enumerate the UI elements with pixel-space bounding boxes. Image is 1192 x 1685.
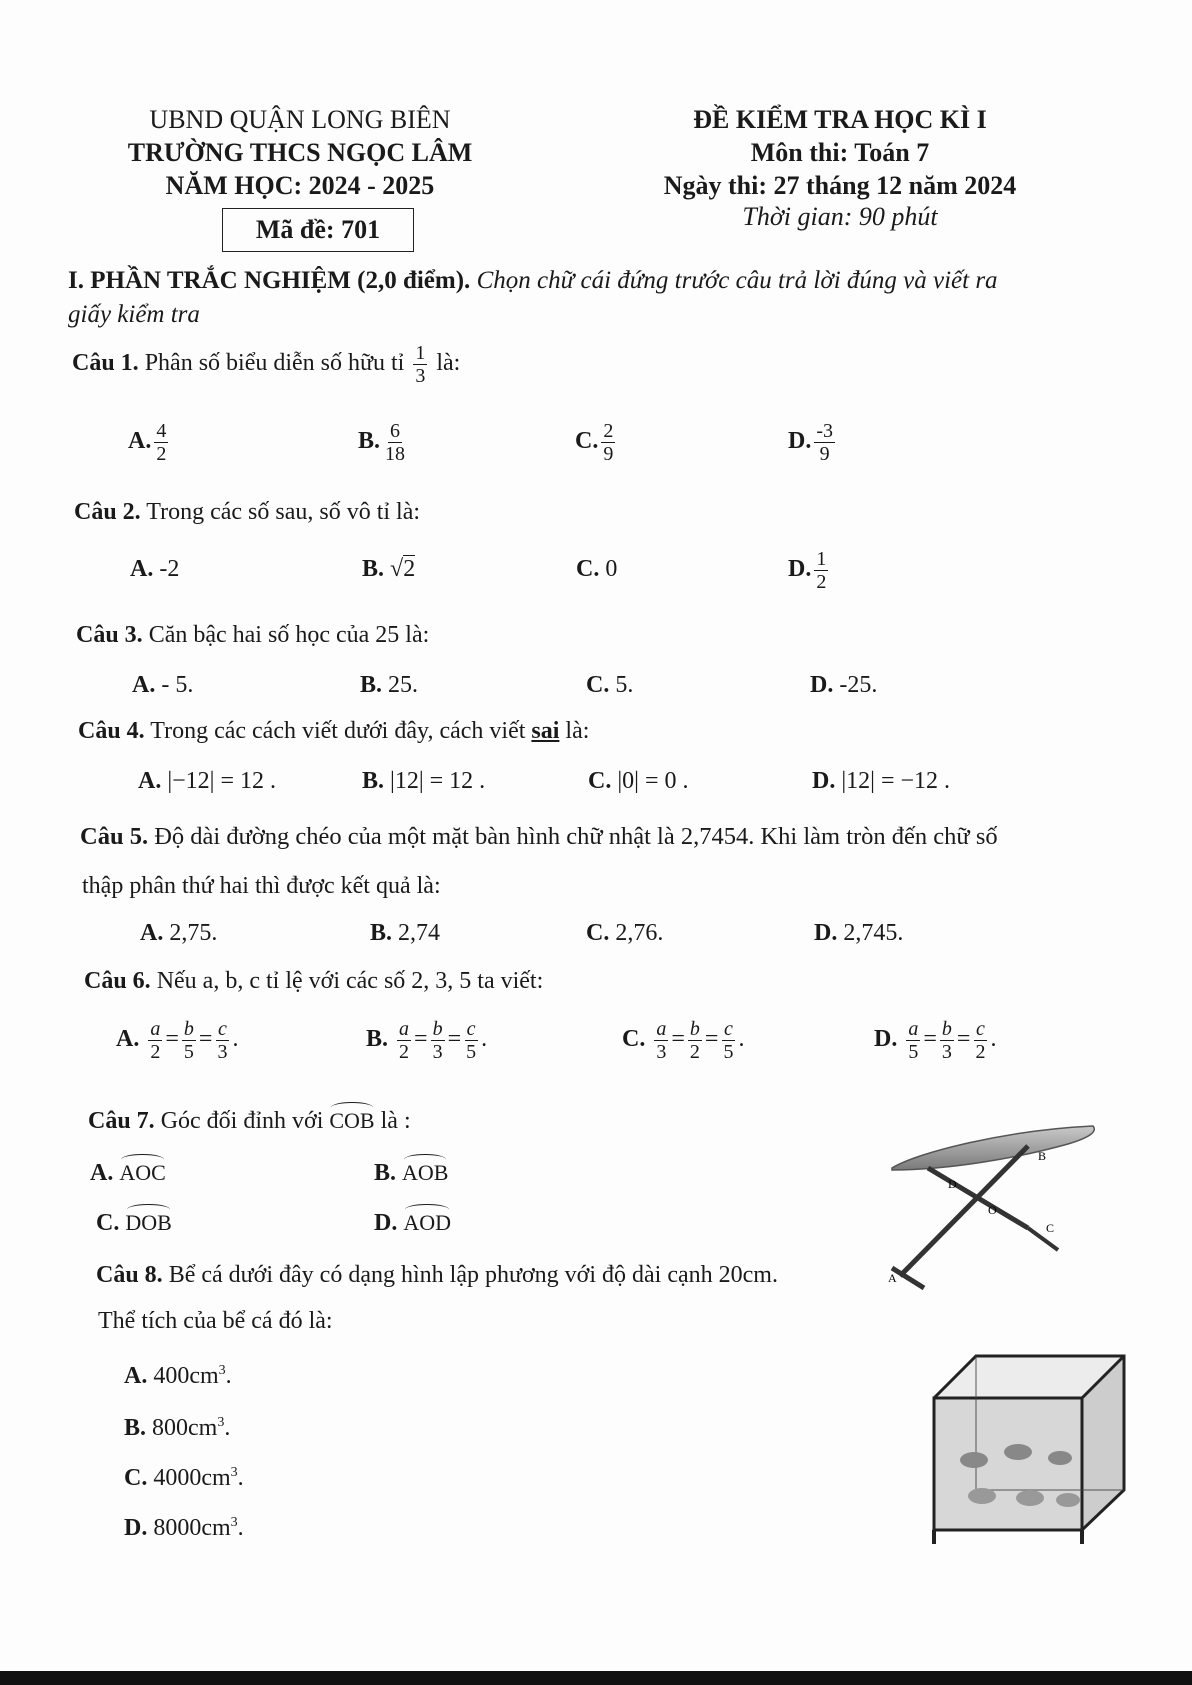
question-text: Độ dài đường chéo của một mặt bàn hình chữ nhật là 2,7454. Khi làm tròn đến chữ số bbox=[154, 823, 998, 850]
question-text: Căn bậc hai số học của 25 là: bbox=[148, 622, 430, 648]
q8-option-d[interactable]: D. $8000cm^3$. bbox=[124, 1515, 244, 1541]
fish-icon bbox=[1016, 1490, 1044, 1506]
question-label: Câu 2. bbox=[74, 499, 141, 525]
question-4 bbox=[78, 716, 589, 746]
question-text-tail: là: bbox=[436, 350, 461, 377]
fish-icon bbox=[1056, 1493, 1080, 1507]
q2-option-c[interactable]: C. 0 bbox=[576, 556, 618, 582]
fish-icon bbox=[960, 1452, 988, 1468]
q6-option-a[interactable]: A. $\frac{a}{2}$ = $\frac{b}{5}$ = $\frac{c}{3}$ . bbox=[116, 1018, 239, 1063]
q5-option-d[interactable]: D. 2,745. bbox=[814, 920, 904, 946]
leg-dc bbox=[928, 1168, 1028, 1228]
q6-option-c[interactable]: C. $\frac{a}{3}$ = $\frac{b}{2}$ = $\frac{c}{5}$ . bbox=[622, 1018, 745, 1063]
question-3 bbox=[76, 620, 429, 650]
question-5-cont: thập phân thứ hai thì được kết quả là: bbox=[82, 873, 441, 899]
header-right-line3: Ngày thi: 27 tháng 12 năm 2024 bbox=[663, 171, 1017, 200]
question-label: Câu 4. bbox=[78, 718, 145, 744]
exam-code-box: Mã đề: 701 bbox=[222, 208, 414, 252]
q8-option-a[interactable]: A. $400cm^3$. bbox=[124, 1363, 232, 1389]
question-1 bbox=[72, 342, 460, 387]
q7-option-b[interactable]: B. AOB bbox=[374, 1160, 449, 1186]
q2-option-a[interactable]: A. -2 bbox=[130, 556, 180, 582]
ironing-board-figure bbox=[888, 1108, 1098, 1296]
q3-option-d[interactable]: D. -25. bbox=[810, 672, 878, 698]
question-text: Trong các số sau, số vô tỉ là: bbox=[146, 499, 421, 525]
q7-option-c[interactable]: C. DOB bbox=[96, 1210, 172, 1236]
q7-option-d[interactable]: D. AOD bbox=[374, 1210, 452, 1236]
q4-option-a[interactable]: A. |−12| = 12 . bbox=[138, 768, 277, 794]
q1-option-d[interactable]: D. $\frac{-3}{9}$ bbox=[788, 420, 834, 465]
question-text: Góc đối đỉnh với bbox=[160, 1108, 324, 1134]
q6-option-b[interactable]: B. $\frac{a}{2}$ = $\frac{b}{3}$ = $\frac{c}{5}$ . bbox=[366, 1018, 488, 1063]
question-7 bbox=[88, 1106, 411, 1136]
q3-option-b[interactable]: B. 25. bbox=[360, 672, 419, 698]
fraction: $\frac{1}{3}$ bbox=[415, 342, 426, 387]
label-a: A bbox=[888, 1271, 897, 1285]
header-right-line1: ĐỀ KIỂM TRA HỌC KÌ I bbox=[693, 105, 987, 134]
section-instruction: Chọn chữ cái đứng trước câu trả lời đúng và viết ra bbox=[476, 267, 998, 294]
label-b: B bbox=[1038, 1149, 1047, 1163]
aquarium-cube-figure bbox=[926, 1340, 1132, 1546]
q3-option-a[interactable]: A. - 5. bbox=[132, 672, 194, 698]
angle-symbol: COB bbox=[329, 1106, 374, 1136]
q7-option-a[interactable]: A. AOC bbox=[90, 1160, 166, 1186]
q4-option-d[interactable]: D. |12| = −12 . bbox=[812, 768, 951, 794]
q4-option-c[interactable]: C. |0| = 0 . bbox=[588, 768, 689, 794]
fish-icon bbox=[968, 1488, 996, 1504]
question-text: Nếu a, b, c tỉ lệ với các số 2, 3, 5 ta viết: bbox=[156, 968, 544, 994]
question-6 bbox=[84, 966, 543, 996]
board-top-shape bbox=[892, 1126, 1094, 1170]
fish-icon bbox=[1048, 1451, 1072, 1465]
question-label: Câu 8. bbox=[96, 1262, 163, 1288]
q2-option-b[interactable]: B. √2 bbox=[362, 556, 416, 582]
question-label: Câu 7. bbox=[88, 1108, 155, 1134]
question-label: Câu 1. bbox=[72, 350, 139, 377]
question-text-tail: là: bbox=[565, 718, 590, 744]
question-text: Bể cá dưới đây có dạng hình lập phương với độ dài cạnh 20cm. bbox=[168, 1262, 778, 1288]
q5-option-b[interactable]: B. 2,74 bbox=[370, 920, 441, 946]
question-text: Phân số biểu diễn số hữu tỉ bbox=[144, 350, 405, 377]
fish-icon bbox=[1004, 1444, 1032, 1460]
question-label: Câu 3. bbox=[76, 622, 143, 648]
question-text-tail: là : bbox=[380, 1108, 411, 1134]
section-instruction-cont: giấy kiểm tra bbox=[68, 301, 200, 328]
scan-edge-bar bbox=[0, 1671, 1192, 1685]
header-left-line2: TRƯỜNG THCS NGỌC LÂM bbox=[127, 138, 473, 167]
q6-option-d[interactable]: D. $\frac{a}{5}$ = $\frac{b}{3}$ = $\frac{c}{2}$ . bbox=[874, 1018, 997, 1063]
q5-option-a[interactable]: A. 2,75. bbox=[140, 920, 218, 946]
header-right-line2: Môn thi: Toán 7 bbox=[750, 138, 930, 167]
q8-option-b[interactable]: B. $800cm^3$. bbox=[124, 1415, 231, 1441]
section-title bbox=[68, 266, 998, 296]
q1-option-c[interactable]: C. $\frac{2}{9}$ bbox=[575, 420, 614, 465]
label-c: C bbox=[1046, 1221, 1055, 1235]
header-right-line4: Thời gian: 90 phút bbox=[742, 202, 938, 231]
q5-option-c[interactable]: C. 2,76. bbox=[586, 920, 664, 946]
header-left-line1: UBND QUẬN LONG BIÊN bbox=[149, 105, 451, 134]
question-label: Câu 6. bbox=[84, 968, 151, 994]
question-5 bbox=[80, 822, 998, 852]
emphasis-word: sai bbox=[531, 718, 560, 744]
q4-option-b[interactable]: B. |12| = 12 . bbox=[362, 768, 486, 794]
q3-option-c[interactable]: C. 5. bbox=[586, 672, 634, 698]
question-text: Trong các cách viết dưới đây, cách viết bbox=[150, 718, 526, 744]
q1-option-a[interactable]: A. $\frac{4}{2}$ bbox=[128, 420, 167, 465]
question-8 bbox=[96, 1260, 778, 1290]
q1-option-b[interactable]: B. $\frac{6}{18}$ bbox=[358, 420, 406, 465]
sqrt-symbol-icon: √ bbox=[390, 556, 404, 582]
question-2 bbox=[74, 497, 420, 527]
label-o: O bbox=[988, 1203, 997, 1217]
q8-option-c[interactable]: C. $4000cm^3$. bbox=[124, 1465, 244, 1491]
q2-option-d[interactable]: D. $\frac{1}{2}$ bbox=[788, 548, 827, 593]
header-left-line3: NĂM HỌC: 2024 - 2025 bbox=[165, 171, 435, 200]
label-d: D bbox=[948, 1177, 957, 1191]
question-8-cont: Thể tích của bể cá đó là: bbox=[98, 1308, 333, 1334]
section-heading: I. PHẦN TRẮC NGHIỆM (2,0 điểm). bbox=[68, 267, 471, 294]
question-label: Câu 5. bbox=[80, 823, 149, 850]
